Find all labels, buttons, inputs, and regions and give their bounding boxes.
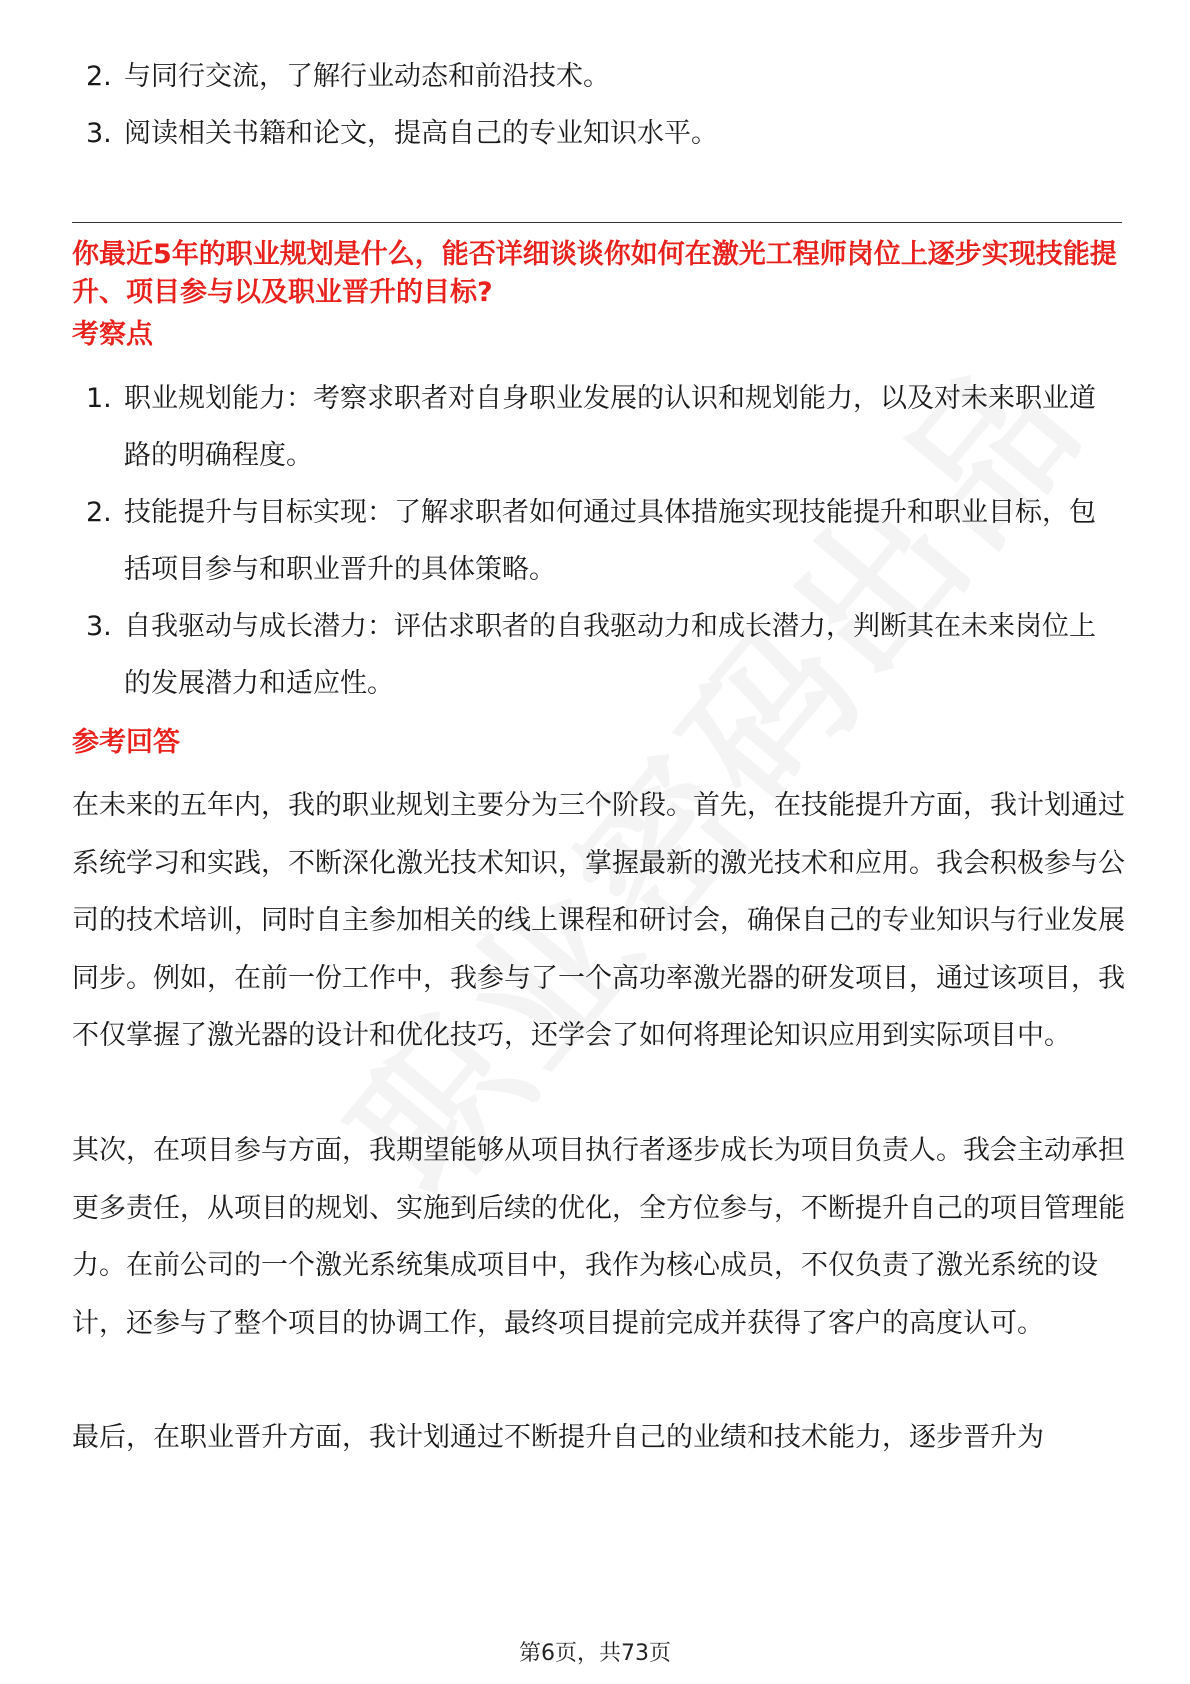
assessment-list	[72, 370, 1122, 712]
answer-title: 参考回答	[72, 727, 180, 758]
list-number: 2.	[86, 61, 112, 92]
answer-paragraph: 其次，在项目参与方面，我期望能够从项目执行者逐步成长为项目负责人。我会主动承担更多责任，从项目的规划、实施到后续的优化，全方位参与，不断提升自己的项目管理能力。在前公司的一个激光系统集成项目中，我作为核心成员，不仅负责了激光系统的设计，还参与了整个项目的协调工作，最终项目提前完成并获得了客户的高度认可。	[72, 1135, 1125, 1339]
top-list	[72, 48, 1122, 162]
list-item	[72, 370, 1122, 484]
list-item	[72, 598, 1122, 712]
answer-paragraph: 在未来的五年内，我的职业规划主要分为三个阶段。首先，在技能提升方面，我计划通过系统学习和实践，不断深化激光技术知识，掌握最新的激光技术和应用。我会积极参与公司的技术培训，同时自主参加相关的线上课程和研讨会，确保自己的专业知识与行业发展同步。例如，在前一份工作中，我参与了一个高功率激光器的研发项目，通过该项目，我不仅掌握了激光器的设计和优化技巧，还学会了如何将理论知识应用到实际项目中。	[72, 790, 1125, 1051]
list-text: 职业规划能力：考察求职者对自身职业发展的认识和规划能力，以及对未来职业道路的明确程度。	[124, 383, 1096, 471]
list-text: 自我驱动与成长潜力：评估求职者的自我驱动力和成长潜力，判断其在未来岗位上的发展潜力和适应性。	[124, 611, 1096, 699]
answer-paragraph: 最后，在职业晋升方面，我计划通过不断提升自己的业绩和技术能力，逐步晋升为	[72, 1422, 1044, 1453]
list-item	[72, 105, 1122, 162]
assessment-title: 考察点	[72, 319, 153, 350]
list-number: 3.	[86, 611, 112, 642]
list-number: 3.	[86, 118, 112, 149]
list-text: 技能提升与目标实现：了解求职者如何通过具体措施实现技能提升和职业目标，包括项目参与和职业晋升的具体策略。	[124, 497, 1096, 585]
list-item	[72, 48, 1122, 105]
list-number: 1.	[86, 383, 112, 414]
page-number: 第6页，共73页	[519, 1641, 671, 1666]
section-divider	[72, 222, 1122, 223]
list-number: 2.	[86, 497, 112, 528]
list-text: 与同行交流，了解行业动态和前沿技术。	[124, 61, 610, 92]
question-heading: 你最近5年的职业规划是什么，能否详细谈谈你如何在激光工程师岗位上逐步实现技能提升、项目参与以及职业晋升的目标?	[72, 239, 1117, 308]
list-item	[72, 484, 1122, 598]
list-text: 阅读相关书籍和论文，提高自己的专业知识水平。	[124, 118, 718, 149]
